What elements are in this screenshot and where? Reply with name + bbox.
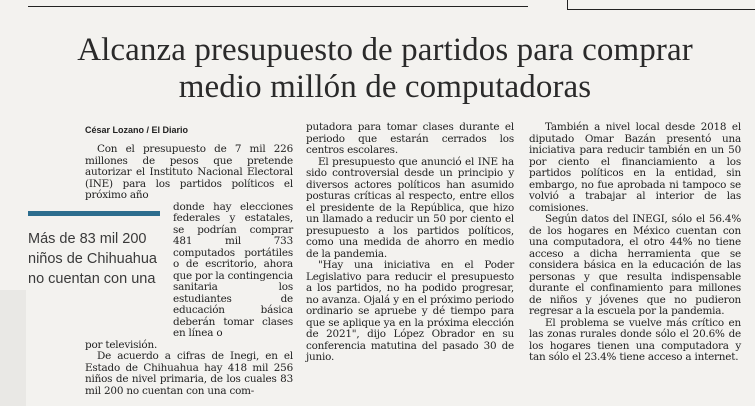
col1-paragraph-1-end: por televisión. bbox=[85, 338, 158, 351]
col1-paragraph-2: De acuerdo a cifras de Inegi, en el Estado de Chihuahua hay 418 mil 256 niños de nivel primaria, de los cuales 83 mil 200 no cuentan con una com- bbox=[85, 350, 293, 397]
col1-paragraph-1: Con el presupuesto de 7 mil 226 millones de pesos que pretende autorizar el Instituto Nacional Electoral (INE) para los partidos políticos el próximo año bbox=[85, 143, 293, 201]
top-rule bbox=[28, 6, 528, 7]
col2-paragraph-2: El presupuesto que anunció el INE ha sido controversial desde un principio y diversos actores políticos han asumido posturas críticas al respecto, entre ellos el presidente de la República, que hizo un llamado a reducir un 50 por ciento el presupuesto a los partidos políticos, como una medida de ahorro en medio de la pandemia. bbox=[306, 155, 514, 260]
col3-paragraph-3: El problema se vuelve más crítico en las zonas rurales donde sólo el 20.6% de los hogares tienen una computadora y tan sólo el 23.4% tiene acceso a internet. bbox=[529, 316, 741, 363]
col3-paragraph-2: Según datos del INEGI, sólo el 56.4% de los hogares en México cuentan con una computadora, el otro 44% no tiene acceso a dicha herramienta que se considera básica en la educación de las personas y que resulta indispensable durante el confinamiento para millones de niños y jóvenes que no pudieron regresar a la escuela por la pandemia. bbox=[529, 213, 741, 317]
col1-paragraph-1-wrap: donde hay elecciones federales y estatales, se podrían comprar 481 mil 733 computados portátiles o de escritorio, ahora que por la contingencia sanitaria los estudiantes de educación básica deberán tomar clases en línea o bbox=[173, 200, 293, 339]
byline: César Lozano / El Diario bbox=[85, 125, 189, 135]
pull-quote: Más de 83 mil 200 niños de Chihuahua no cuentan con una bbox=[28, 211, 160, 289]
col2-paragraph-1: putadora para tomar clases durante el periodo que estarán cerrados los centros escolares. bbox=[306, 121, 514, 156]
col2-paragraph-3: "Hay una iniciativa en el Poder Legislativo para reducir el presupuesto a los partidos, no ha podido progresar, no avanza. Ojalá y en el próximo periodo ordinario se apruebe y dé tiempo para que se aplique ya en la próxima elección de 2021", dijo López Obrador en su conferencia matutina del pasado 30 de junio. bbox=[306, 259, 514, 363]
article-column-2 bbox=[306, 122, 514, 364]
top-box-frame bbox=[567, 0, 755, 10]
headline: Alcanza presupuesto de partidos para comprar medio millón de computadoras bbox=[77, 32, 693, 105]
col3-paragraph-1: También a nivel local desde 2018 el diputado Omar Bazán presentó una iniciativa para reducir también en un 50 por ciento el financiamiento a los partidos políticos en la entidad, sin embargo, no fue aprobada ni tampoco se volvió a trabajar al interior de las comisiones. bbox=[529, 121, 741, 214]
background-shape bbox=[0, 290, 26, 406]
article-column-3 bbox=[529, 122, 741, 364]
